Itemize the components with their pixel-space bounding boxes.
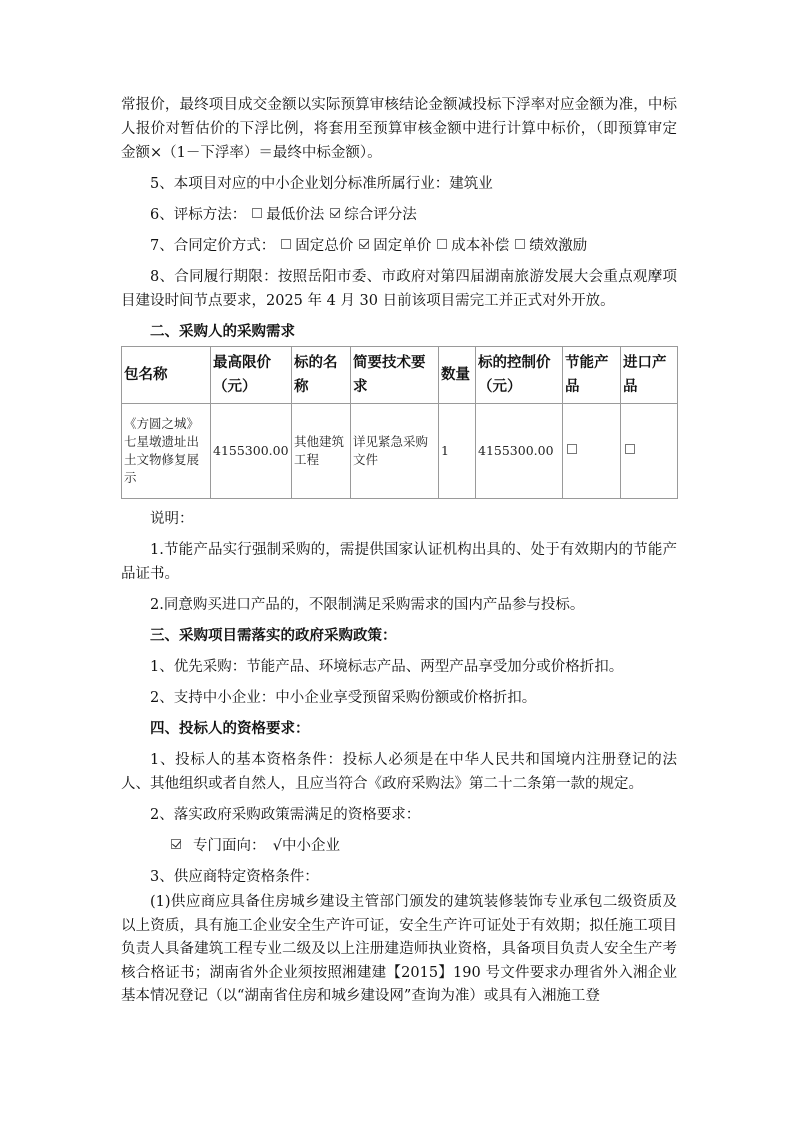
cell-max-price: 4155300.00 bbox=[211, 404, 292, 499]
paragraph-pricing-rule: 常报价，最终项目成交金额以实际预算审核结论金额减投标下浮率对应金额为准，中标人报价对暂估价的下浮比例，将套用至预算审核金额中进行计算中标价，（即预算审定金额×（1－下浮率）＝最终中标金额）。 bbox=[121, 97, 677, 161]
header-item-name: 标的名称 bbox=[292, 347, 351, 404]
header-quantity: 数量 bbox=[439, 347, 476, 404]
section-2-heading: 二、采购人的采购需求 bbox=[150, 323, 295, 340]
paragraph-contract-period: 8、合同履行期限：按照岳阳市委、市政府对第四届湖南旅游发展大会重点观摩项目建设时间节点要求，2025 年 4 月 30 日前该项目需完工并正式对外开放。 bbox=[121, 269, 677, 309]
cell-energy-saving bbox=[563, 404, 621, 499]
section-4-item-1: 1、投标人的基本资格条件：投标人必须是在中华人民共和国境内注册登记的法人、其他组织或者自然人，且应当符合《政府采购法》第二十二条第一款的规定。 bbox=[121, 752, 677, 792]
checkbox-cost-compensation-icon[interactable] bbox=[437, 239, 447, 249]
header-tech-requirements: 简要技术要求 bbox=[351, 347, 439, 404]
cell-imported bbox=[621, 404, 678, 499]
table-row bbox=[122, 404, 678, 499]
checkbox-imported-icon[interactable] bbox=[625, 444, 635, 454]
cell-control-price: 4155300.00 bbox=[476, 404, 563, 499]
option-fixed-total: 固定总价 bbox=[295, 238, 354, 254]
section-4-item-3-1: (1)供应商应具备住房城乡建设主管部门颁发的建筑装修装饰专业承包二级资质及以上资质，具有施工企业安全生产许可证，安全生产许可证处于有效期；拟任施工项目负责人具备建筑工程专业二级及以上注册建造师执业资格，具备项目负责人安全生产考核合格证书；湖南省外企业须按照湘建建【2015】190 号文件要求办理省外入湘企业基本情况登记（以“湖南省住房和城乡建设网”查询为准）或具有入湘施工登 bbox=[121, 894, 677, 1004]
checkbox-fixed-unit-icon[interactable] bbox=[359, 239, 369, 249]
paragraph-industry: 5、本项目对应的中小企业划分标准所属行业：建筑业 bbox=[150, 176, 493, 192]
option-lowest-price: 最低价法 bbox=[266, 207, 325, 223]
section-4-item-2: 2、落实政府采购政策需满足的资格要求： bbox=[150, 807, 421, 823]
special-targeting-text: 专门面向： √中小企业 bbox=[193, 838, 340, 854]
checkbox-comprehensive-score-icon[interactable] bbox=[330, 208, 340, 218]
paragraph-evaluation-method bbox=[121, 203, 677, 227]
checkbox-fixed-total-icon[interactable] bbox=[281, 239, 291, 249]
section-4-item-3: 3、供应商特定资格条件： bbox=[150, 869, 319, 885]
section-3-item-1: 1、优先采购：节能产品、环境标志产品、两型产品享受加分或价格折扣。 bbox=[150, 659, 624, 675]
cell-item-name: 其他建筑工程 bbox=[292, 404, 351, 499]
option-fixed-unit: 固定单价 bbox=[373, 238, 432, 254]
header-energy-saving: 节能产品 bbox=[563, 347, 621, 404]
header-control-price: 标的控制价（元） bbox=[476, 347, 563, 404]
cell-package-name: 《方圆之城》七星墩遗址出土文物修复展示 bbox=[122, 404, 211, 499]
section-3-heading: 三、采购项目需落实的政府采购政策： bbox=[150, 627, 397, 644]
notes-title: 说明： bbox=[150, 511, 194, 527]
checkbox-special-targeting-icon[interactable] bbox=[171, 839, 181, 849]
special-targeting-line bbox=[121, 834, 677, 858]
procurement-table bbox=[121, 346, 678, 499]
header-imported: 进口产品 bbox=[621, 347, 678, 404]
option-cost-compensation: 成本补偿 bbox=[451, 238, 510, 254]
option-comprehensive-score: 综合评分法 bbox=[344, 207, 417, 223]
option-performance-incentive: 绩效激励 bbox=[529, 238, 588, 254]
cell-tech-requirements: 详见紧急采购文件 bbox=[351, 404, 439, 499]
section-4-heading: 四、投标人的资格要求： bbox=[150, 720, 310, 737]
paragraph-contract-pricing bbox=[121, 234, 677, 258]
table-header-row bbox=[122, 347, 678, 404]
evaluation-method-label: 6、评标方法： bbox=[150, 207, 247, 223]
header-package-name: 包名称 bbox=[122, 347, 211, 404]
cell-quantity: 1 bbox=[439, 404, 476, 499]
note-2: 2.同意购买进口产品的，不限制满足采购需求的国内产品参与投标。 bbox=[150, 597, 585, 613]
section-3-item-2: 2、支持中小企业：中小企业享受预留采购份额或价格折扣。 bbox=[150, 690, 537, 706]
checkbox-performance-incentive-icon[interactable] bbox=[515, 239, 525, 249]
contract-pricing-label: 7、合同定价方式： bbox=[150, 238, 276, 254]
document-content bbox=[121, 93, 677, 1009]
checkbox-lowest-price-icon[interactable] bbox=[252, 208, 262, 218]
note-1: 1.节能产品实行强制采购的，需提供国家认证机构出具的、处于有效期内的节能产品证书。 bbox=[121, 542, 677, 582]
header-max-price: 最高限价（元） bbox=[211, 347, 292, 404]
checkbox-energy-saving-icon[interactable] bbox=[567, 444, 577, 454]
